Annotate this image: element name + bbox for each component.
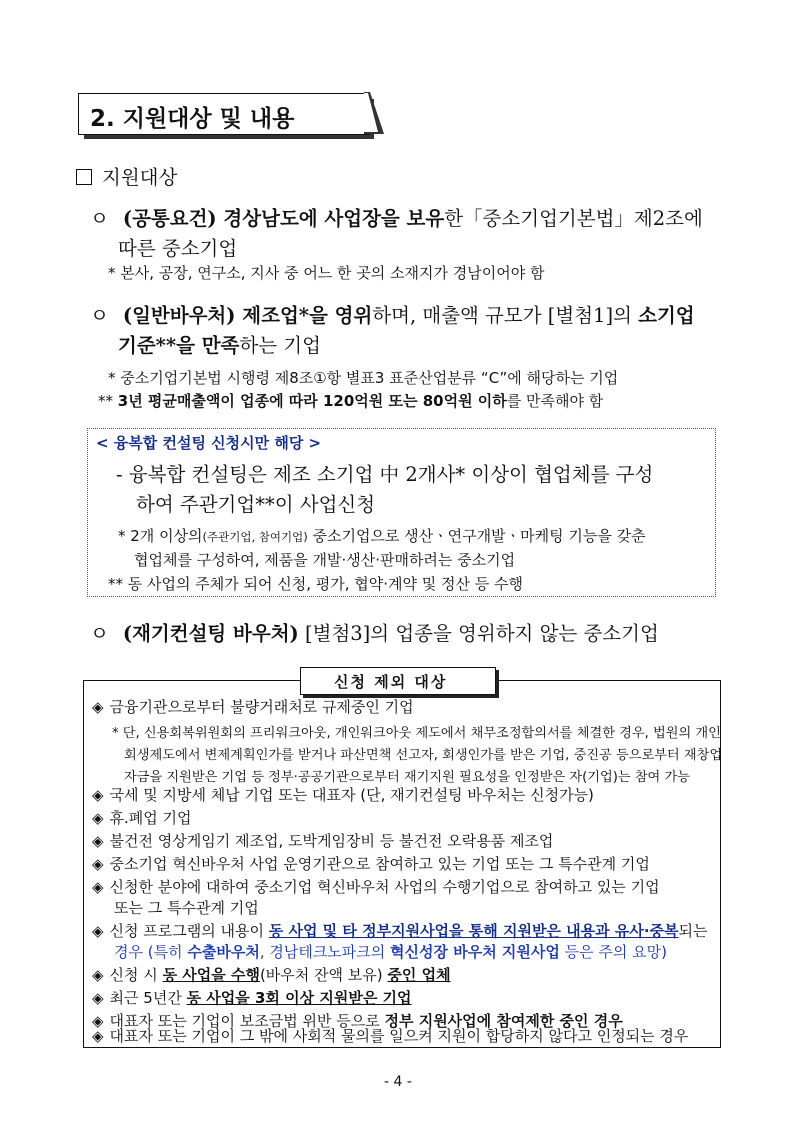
target-item-general: ㅇ (일반바우처) 제조업*을 영위하며, 매출액 규모가 [별첨1]의 소기업	[90, 304, 695, 327]
diamond-icon: ◈	[92, 878, 104, 896]
diamond-icon: ◈	[92, 966, 104, 984]
diamond-icon: ◈	[92, 1027, 104, 1045]
diamond-icon: ◈	[92, 1012, 104, 1030]
convergence-title: < 융복합 컨설팅 신청시만 해당 >	[96, 434, 322, 452]
convergence-note1: * 2개 이상의(주관기업, 참여기업) 중소기업으로 생산ㆍ연구개발ㆍ마케팅 기능을 갖춘	[118, 527, 646, 545]
target-item-general-note1: * 중소기업기본법 시행령 제8조①항 별표3 표준산업분류 “C”에 해당하는 기업	[108, 369, 619, 387]
target-item-general-line2: 기준**을 만족하는 기업	[118, 334, 321, 357]
exclusion-title: 신청 제외 대상	[334, 673, 448, 691]
exclusion-item-7: ◈ 신청 프로그램의 내용이 동 사업 및 타 정부지원사업을 통해 지원받은 내용과 유사·중복되는	[92, 922, 708, 940]
exclusion-item-1: ◈ 금융기관으로부터 불량거래처로 규제중인 기업	[92, 698, 414, 716]
exclusion-item-11: ◈ 대표자 또는 기업이 그 밖에 사회적 물의를 일으켜 지원이 합당하지 않다고 인정되는 경우	[92, 1027, 689, 1045]
diamond-icon: ◈	[92, 989, 104, 1007]
target-item-common: ㅇ (공통요건) 경상남도에 사업장을 보유한「중소기업기본법」제2조에	[90, 207, 703, 230]
exclusion-item-8: ◈ 신청 시 동 사업을 수행(바우처 잔액 보유) 중인 업체	[92, 966, 451, 984]
target-item-common-note: * 본사, 공장, 연구소, 지사 중 어느 한 곳의 소재지가 경남이어야 함	[108, 264, 545, 282]
exclusion-item-4: ◈ 불건전 영상게임기 제조업, 도박게임장비 등 불건전 오락용품 제조업	[92, 832, 554, 850]
diamond-icon: ◈	[92, 832, 104, 850]
convergence-note2: ** 동 사업의 주체가 되어 신청, 평가, 협약·계약 및 정산 등 수행	[108, 575, 524, 593]
diamond-icon: ◈	[92, 786, 104, 804]
target-item-common-line2: 따른 중소기업	[118, 237, 238, 260]
diamond-icon: ◈	[92, 698, 104, 716]
section-header-arrow	[364, 92, 386, 135]
diamond-icon: ◈	[92, 855, 104, 873]
exclusion-item-7-line2: 경우 (특히 수출바우처, 경남테크노파크의 혁신성장 바우처 지원사업 등은 주의 요망)	[114, 943, 667, 961]
convergence-line1: - 융복합 컨설팅은 제조 소기업 中 2개사* 이상이 협업체를 구성	[116, 463, 654, 486]
exclusion-item-10: ◈ 대표자 또는 기업이 보조금법 위반 등으로 정부 지원사업에 참여제한 중인 경우	[92, 1012, 623, 1030]
exclusion-item-3: ◈ 휴.폐업 기업	[92, 809, 192, 827]
page-number: - 4 -	[384, 1074, 412, 1090]
convergence-note1-line2: 협업체를 구성하여, 제품을 개발·생산·판매하려는 중소기업	[134, 551, 516, 569]
diamond-icon: ◈	[92, 922, 104, 940]
section-title: 2. 지원대상 및 내용	[90, 106, 295, 132]
exclusion-item-1-note3: 자금을 지원받은 기업 등 정부·공공기관으로부터 재기지원 필요성을 인정받은 자(기업)는 참여 가능	[124, 770, 690, 785]
exclusion-item-1-note1: * 단, 신용회복위원회의 프리워크아웃, 개인워크아웃 제도에서 채무조정합의서를 체결한 경우, 법원의 개인	[112, 726, 721, 741]
target-heading: 지원대상	[76, 162, 177, 190]
exclusion-item-6: ◈ 신청한 분야에 대하여 중소기업 혁신바우처 사업의 수행기업으로 참여하고 있는 기업	[92, 878, 660, 896]
diamond-icon: ◈	[92, 809, 104, 827]
target-item-general-note2: ** 3년 평균매출액이 업종에 따라 120억원 또는 80억원 이하를 만족해야 함	[98, 392, 604, 410]
common-req-emphasis: (공통요건) 경상남도에 사업장을 보유	[122, 207, 445, 230]
convergence-line2: 하여 주관기업**이 사업신청	[136, 493, 376, 516]
exclusion-item-5: ◈ 중소기업 혁신바우처 사업 운영기관으로 참여하고 있는 기업 또는 그 특수관계 기업	[92, 855, 650, 873]
exclusion-item-6-line2: 또는 그 특수관계 기업	[114, 899, 259, 917]
target-item-restart: ㅇ (재기컨설팅 바우처) [별첨3]의 업종을 영위하지 않는 중소기업	[90, 622, 659, 645]
exclusion-item-2: ◈ 국세 및 지방세 체납 기업 또는 대표자 (단, 재기컨설팅 바우처는 신청가능)	[92, 786, 594, 804]
checkbox-square-icon	[76, 169, 92, 185]
exclusion-item-9: ◈ 최근 5년간 동 사업을 3회 이상 지원받은 기업	[92, 989, 412, 1007]
exclusion-item-1-note2: 회생제도에서 변제계획인가를 받거나 파산면책 선고자, 회생인가를 받은 기업, 중진공 등으로부터 재창업	[124, 748, 723, 763]
